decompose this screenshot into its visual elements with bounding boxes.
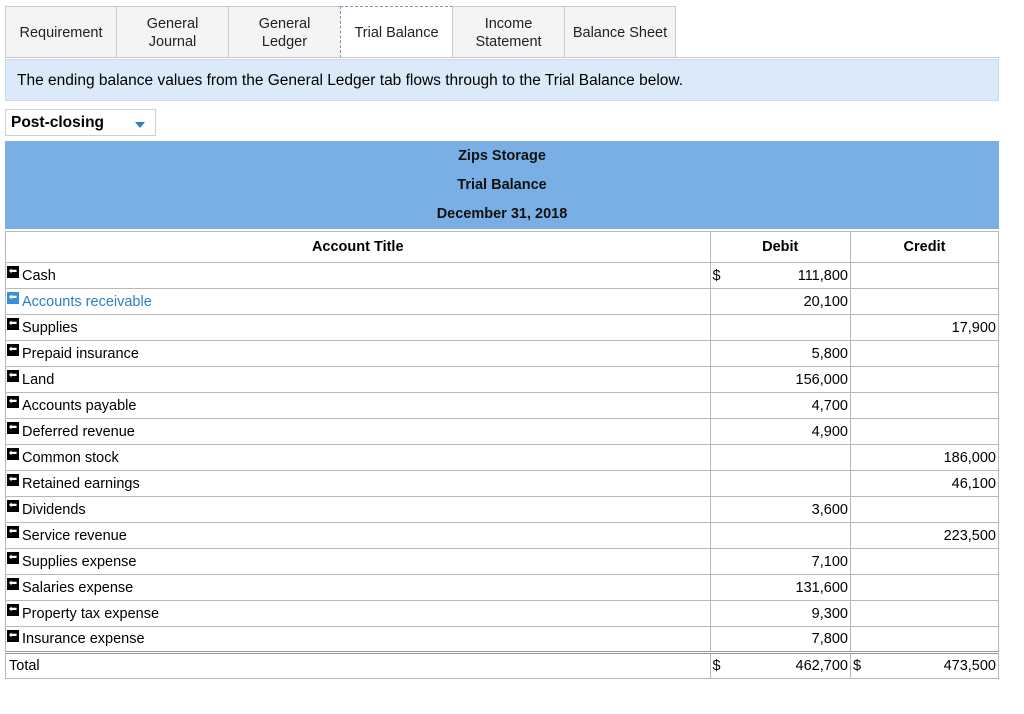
account-title: Property tax expense [22,605,160,622]
credit-input[interactable] [863,575,998,601]
table-row [6,367,999,393]
account-title-cell[interactable] [6,445,711,471]
account-title-cell[interactable] [6,471,711,497]
tab-label: General Journal [146,15,199,50]
left-arrow-icon[interactable]: ⬅ [8,396,18,407]
credit-symbol [850,549,863,575]
account-title: Salaries expense [22,579,134,596]
credit-input[interactable]: 17,900 [863,315,998,341]
account-title: Insurance expense [22,631,145,647]
account-title: Supplies expense [22,553,137,570]
tab-requirement[interactable]: Requirement [5,6,117,58]
credit-input[interactable] [863,601,998,627]
credit-symbol [850,367,863,393]
trial-balance-table [5,231,999,679]
left-arrow-icon[interactable]: ⬅ [8,630,18,641]
account-title-cell[interactable] [6,523,711,549]
trial-balance-type-select[interactable] [5,109,156,136]
left-arrow-icon[interactable]: ⬅ [8,604,18,615]
account-title-cell[interactable] [6,341,711,367]
report-date: December 31, 2018 [436,206,568,222]
debit-input[interactable]: 3,600 [755,497,851,523]
tab-general-ledger[interactable] [228,6,341,58]
debit-input[interactable]: 111,800 [755,263,851,289]
credit-symbol [850,341,863,367]
debit-input[interactable]: 5,800 [755,341,851,367]
column-header-account: Account Title [6,232,711,263]
company-name: Zips Storage [458,148,546,164]
report-title: Trial Balance [457,177,547,193]
total-credit: 473,500 [863,653,998,679]
account-title: Prepaid insurance [22,345,139,362]
account-title: Service revenue [22,527,127,544]
total-label: Total [6,653,711,679]
credit-symbol [850,263,863,289]
debit-symbol [710,341,755,367]
debit-input[interactable]: 156,000 [755,367,851,393]
table-row [6,601,999,627]
tab-trial-balance[interactable]: Trial Balance [340,6,453,58]
tab-divider [5,57,999,58]
credit-input[interactable] [863,367,998,393]
credit-symbol [850,419,863,445]
table-row [6,315,999,341]
left-arrow-icon[interactable]: ⬅ [8,500,18,511]
left-arrow-icon[interactable]: ⬅ [8,370,18,381]
debit-symbol [710,289,755,315]
debit-input[interactable]: 7,100 [755,549,851,575]
account-title: Common stock [22,449,119,466]
debit-input[interactable] [755,523,851,549]
info-banner: The ending balance values from the General Ledger tab flows through to the Trial Balance below. [5,59,999,101]
credit-input[interactable] [863,263,998,289]
account-title-cell[interactable] [6,263,711,289]
table-row [6,523,999,549]
account-title: Land [22,371,55,388]
account-title: Deferred revenue [22,423,135,440]
table-row [6,549,999,575]
credit-input[interactable]: 223,500 [863,523,998,549]
table-row [6,289,999,315]
account-title: Dividends [22,501,86,518]
tab-income-statement[interactable] [452,6,565,58]
credit-input[interactable] [863,549,998,575]
debit-symbol [710,575,755,601]
table-row [6,445,999,471]
account-title-cell[interactable] [6,367,711,393]
select-value: Post-closing [11,113,105,131]
tab-bar [5,6,675,58]
debit-symbol [710,523,755,549]
credit-symbol [850,289,863,315]
debit-symbol [710,497,755,523]
credit-symbol [850,601,863,627]
credit-symbol [850,627,863,653]
column-header-credit: Credit [850,232,998,263]
debit-input[interactable]: 4,900 [755,419,851,445]
left-arrow-icon[interactable]: ⬅ [8,422,18,433]
account-title-cell[interactable] [6,601,711,627]
left-arrow-icon[interactable]: ⬅ [8,474,18,485]
left-arrow-icon[interactable]: ⬅ [8,578,18,589]
table-row [6,627,999,653]
tab-balance-sheet[interactable]: Balance Sheet [564,6,676,58]
account-title-cell[interactable] [6,419,711,445]
credit-input[interactable] [863,627,998,653]
credit-input[interactable] [863,289,998,315]
credit-input[interactable] [863,419,998,445]
chevron-down-icon [135,122,145,128]
credit-symbol [850,497,863,523]
left-arrow-icon[interactable]: ⬅ [8,526,18,537]
debit-symbol [710,549,755,575]
credit-input[interactable]: 186,000 [863,445,998,471]
table-row [6,393,999,419]
account-title: Accounts receivable [22,293,152,310]
report-header [5,141,999,229]
account-title-cell[interactable] [6,549,711,575]
credit-symbol: $ [850,653,863,679]
debit-input[interactable]: 131,600 [755,575,851,601]
left-arrow-icon[interactable]: ⬅ [8,266,18,277]
debit-symbol [710,393,755,419]
debit-input[interactable]: 4,700 [755,393,851,419]
table-row [6,263,999,289]
credit-input[interactable]: 46,100 [863,471,998,497]
credit-symbol [850,523,863,549]
credit-input[interactable] [863,393,998,419]
credit-symbol [850,315,863,341]
debit-symbol [710,445,755,471]
debit-input[interactable]: 7,800 [755,627,851,653]
debit-input[interactable] [755,471,851,497]
left-arrow-icon[interactable]: ⬅ [8,448,18,459]
tab-general-journal[interactable] [116,6,229,58]
credit-symbol [850,575,863,601]
debit-symbol [710,315,755,341]
debit-symbol [710,367,755,393]
account-title-cell[interactable] [6,289,711,315]
table-row [6,575,999,601]
account-title: Accounts payable [22,397,137,414]
debit-input[interactable] [755,315,851,341]
account-title: Supplies [22,319,78,336]
debit-symbol [710,627,755,653]
account-title-cell[interactable] [6,497,711,523]
left-arrow-icon[interactable]: ⬅ [8,344,18,355]
debit-input[interactable]: 20,100 [755,289,851,315]
credit-symbol [850,393,863,419]
table-row [6,497,999,523]
credit-symbol [850,445,863,471]
total-debit: 462,700 [755,653,851,679]
tab-label: General Ledger [258,15,311,50]
account-title: Retained earnings [22,475,140,492]
debit-symbol [710,419,755,445]
account-title-cell[interactable] [6,627,711,653]
left-arrow-icon[interactable]: ⬅ [8,292,18,303]
debit-symbol: $ [710,263,755,289]
debit-symbol [710,601,755,627]
total-row [6,653,999,679]
credit-input[interactable] [863,341,998,367]
account-title: Cash [22,267,56,284]
left-arrow-icon[interactable]: ⬅ [8,552,18,563]
debit-symbol [710,471,755,497]
debit-symbol: $ [710,653,755,679]
table-row [6,471,999,497]
account-title-cell[interactable] [6,315,711,341]
table-row [6,419,999,445]
account-title-cell[interactable] [6,393,711,419]
left-arrow-icon[interactable]: ⬅ [8,318,18,329]
account-title-cell[interactable] [6,575,711,601]
column-header-debit: Debit [710,232,850,263]
table-row [6,341,999,367]
credit-input[interactable] [863,497,998,523]
table-header-row [6,232,999,263]
debit-input[interactable] [755,445,851,471]
credit-symbol [850,471,863,497]
debit-input[interactable]: 9,300 [755,601,851,627]
tab-label: Income Statement [475,15,542,50]
